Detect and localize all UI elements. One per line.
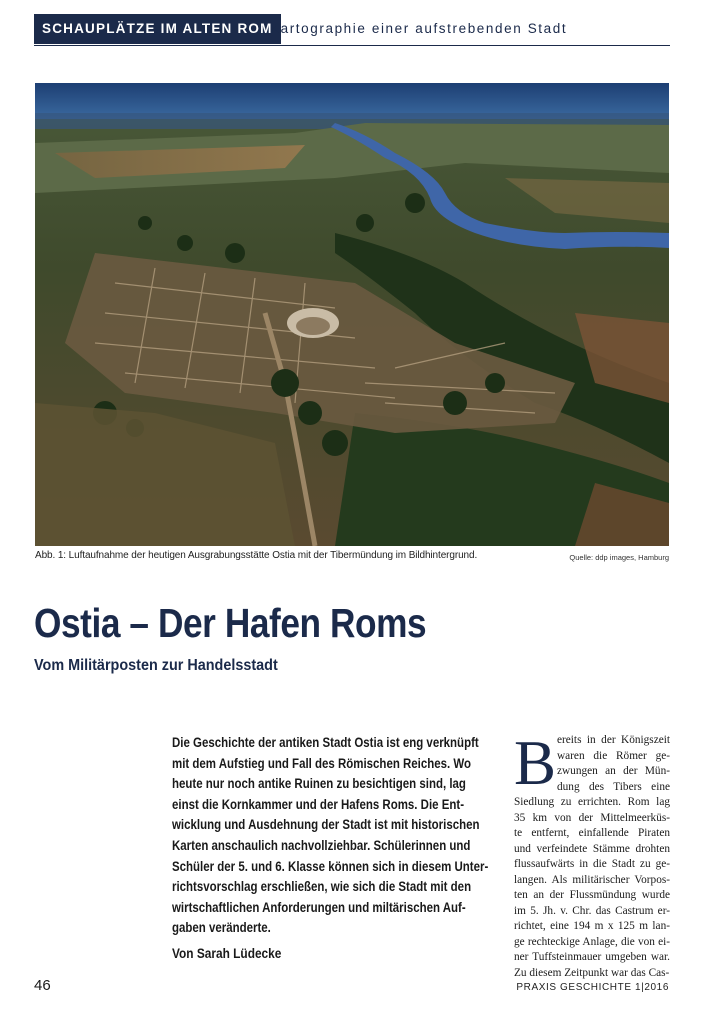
body-line: dung des Tibers eine	[557, 780, 670, 793]
body-line: richtet, eine 194 m x 125 m lan-	[514, 920, 670, 932]
drop-cap: B	[514, 728, 557, 798]
ostia-aerial-image	[35, 83, 669, 546]
body-line: Siedlung zu errichten. Rom lag	[514, 796, 670, 808]
body-line: und verfeindete Stämme drohten	[514, 842, 670, 855]
figure-credit: Quelle: ddp images, Hamburg	[569, 553, 669, 562]
body-text-column	[514, 728, 670, 981]
intro-line: Schüler der 5. und 6. Klasse können sich in diesem Unter-	[172, 858, 489, 874]
intro-line: richtsvorschlag erschließen, wie sich die Stadt mit den	[172, 879, 472, 895]
body-line: ge rechteckige Anlage, die von ei-	[514, 935, 670, 948]
intro-line: Die Geschichte der antiken Stadt Ostia ist eng verknüpft	[172, 735, 479, 750]
figure-caption: Abb. 1: Luftaufnahme der heutigen Ausgrabungsstätte Ostia mit der Tibermündung im Bildhintergrund.	[35, 550, 478, 561]
section-tag: SCHAUPLÄTZE IM ALTEN ROM	[34, 14, 281, 44]
body-line: 35 km von der Mittelmeerküs-	[514, 811, 670, 824]
body-line: ten an der Flussmündung wurde	[514, 889, 670, 901]
author-byline: Von Sarah Lüdecke	[172, 946, 282, 961]
body-line: ereits in der Königszeit	[557, 734, 670, 746]
running-header	[34, 14, 670, 46]
body-line: te entfernt, einfallende Piraten	[514, 827, 670, 839]
article-subtitle: Vom Militärposten zur Handelsstadt	[34, 657, 278, 674]
article-title: Ostia – Der Hafen Roms	[34, 600, 427, 646]
aerial-photo	[35, 83, 669, 546]
body-line: langen. Als militärischer Vorpos-	[514, 873, 670, 886]
intro-line: mit dem Aufstieg und Fall des Römischen Reiches. Wo	[172, 755, 472, 771]
body-line: zwungen an der Mün-	[557, 765, 670, 777]
page-number: 46	[34, 977, 51, 994]
intro-line: wicklung und Ausdehnung der Stadt ist mit historischen	[172, 817, 480, 833]
intro-line: gaben veränderte.	[172, 920, 271, 936]
body-line: waren die Römer ge-	[557, 749, 670, 762]
intro-line: Karten anschaulich nachvollziehbar. Schülerinnen und	[172, 837, 471, 853]
intro-paragraph	[172, 733, 488, 939]
header-subtitle: Kartographie einer aufstrebenden Stadt	[270, 21, 568, 36]
intro-line: einst die Kornkammer und der Hafens Roms. Die Ent-	[172, 796, 465, 812]
body-line: ner Tuffsteinmauer umgeben war.	[514, 951, 670, 963]
body-line: flussaufwärts in die Stadt zu ge-	[514, 858, 670, 870]
intro-line: heute nur noch antike Ruinen zu besichtigen sind, lag	[172, 776, 466, 792]
intro-line: wirtschaftlichen Anforderungen und miltärischen Auf-	[172, 899, 466, 915]
body-line: Zu diesem Zeitpunkt war das Cas-	[514, 966, 670, 979]
body-line: im 5. Jh. v. Chr. das Castrum er-	[514, 904, 670, 917]
journal-issue: PRAXIS GESCHICHTE 1|2016	[516, 982, 669, 993]
